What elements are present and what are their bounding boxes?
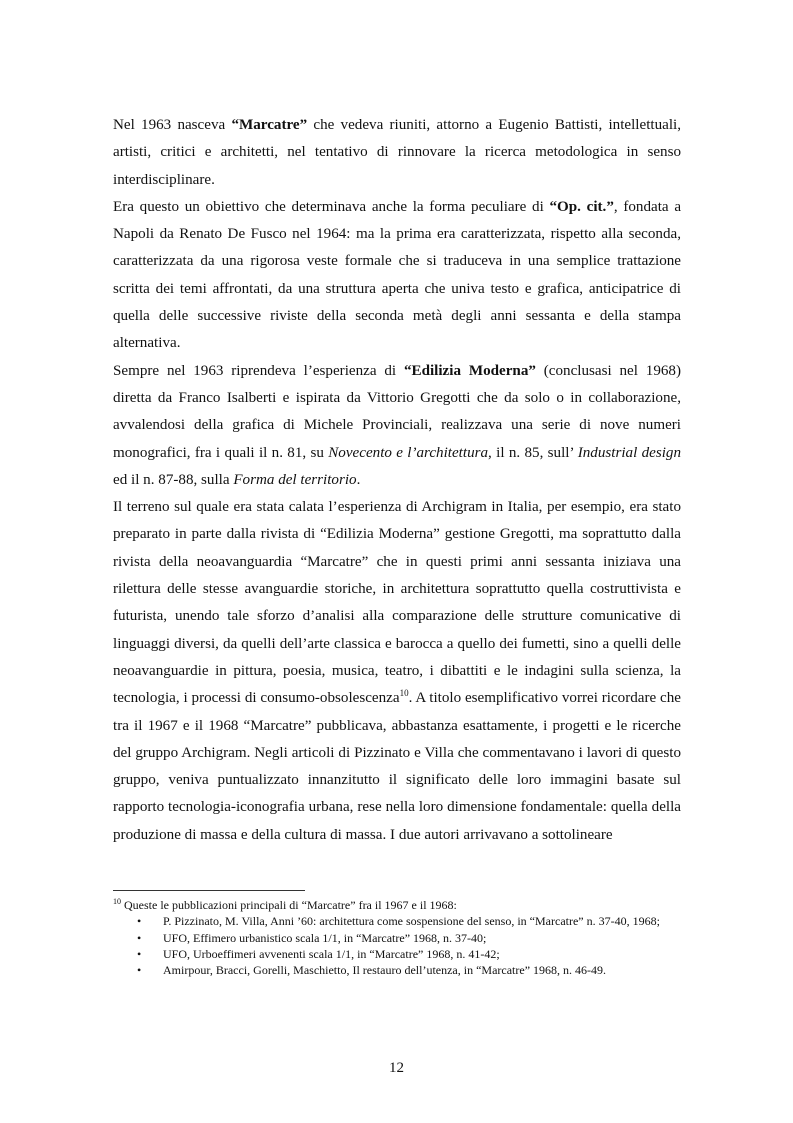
text-run: UFO,: [163, 930, 194, 945]
text-run: che vedeva riuniti, attorno a Eugenio Battisti, intellettuali, artisti, critici e architetti, nel tentativo di rinnovare la ricerca metodologica in senso interdisciplinare.: [113, 117, 681, 188]
footnote-reference: 10: [399, 688, 409, 699]
text-run: , il n. 85, sull’: [488, 444, 578, 461]
italic-title: Novecento e l’architettura: [328, 444, 489, 461]
footnote-intro-text: Queste le pubblicazioni principali di “Marcatre” fra il 1967 e il 1968:: [124, 898, 457, 912]
italic-title: Anni ’60: architettura come sospensione del senso,: [270, 914, 515, 929]
footnote-number: 10: [113, 897, 121, 906]
footnote-intro: [113, 897, 683, 913]
paragraph-edilizia-moderna: [113, 358, 681, 494]
text-run: in “Marcatre” 1968, n. 41-42;: [354, 946, 500, 961]
footnote-list: [113, 913, 683, 978]
bullet-icon: •: [137, 914, 142, 929]
text-run: . A titolo esemplificativo vorrei ricordare che tra il 1967 e il 1968 “Marcatre” pubblicava, abbastanza esattamente, i progetti e le ricerche del gruppo Archigram. Negli articoli di Pizzinato e Villa che commentavano i lavori di questo gruppo, veniva puntualizzato innanzitutto il significato delle loro immagini basate sul rapporto tecnologia-iconografia urbana, rese nella loro dimensione fondamentale: quella della produzione di massa e della cultura di massa. I due autori arrivavano a sottolineare: [113, 690, 681, 843]
text-run: ed il n. 87-88, sulla: [113, 471, 234, 488]
text-run: , in “Marcatre” 1968, n. 37-40;: [337, 930, 487, 945]
text-run: P. Pizzinato, M. Villa,: [163, 914, 271, 929]
footnote-item: [113, 913, 683, 929]
text-run: , in “Marcatre” 1968, n. 46-49.: [457, 963, 607, 978]
bold-title: “Op. cit.”: [549, 198, 614, 215]
bullet-icon: •: [137, 946, 142, 961]
paragraph-marcatre: [113, 112, 681, 194]
text-run: Sempre nel 1963 riprendeva l’esperienza di: [113, 362, 404, 379]
footnote-item: [113, 962, 683, 978]
footnote-item: [113, 946, 683, 962]
bold-title: “Marcatre”: [231, 117, 308, 133]
text-run: , fondata a Napoli da Renato De Fusco nel 1964: ma la prima era caratterizzata, rispetto alla seconda, caratterizzata da una rigorosa veste formale che si traduceva in una semplice trattazione scritta dei temi affrontati, da una struttura aperta che univa testo e grafica, anticipatrice di quella delle successive riviste della seconda metà degli anni sessanta e della stampa alternativa.: [113, 198, 682, 352]
text-run: Nel 1963 nasceva: [113, 117, 232, 133]
bullet-icon: •: [137, 963, 142, 978]
italic-title: Urboeffimeri avvenenti scala 1/1,: [193, 946, 355, 961]
page-number: 12: [389, 1060, 404, 1076]
paragraph-archigram: [113, 494, 681, 849]
bold-title: “Edilizia Moderna”: [403, 362, 536, 379]
text-run: (conclusasi nel 1968) diretta da Franco Isalberti e ispirata da Vittorio Gregotti che da solo o in collaborazione, avvalendosi della grafica di Michele Provinciali, realizzava una serie di nove numeri monografici, fra i quali il n. 81, su: [113, 362, 681, 461]
text-run: UFO,: [163, 946, 194, 961]
footnote-separator: [113, 890, 305, 891]
footnotes: [113, 897, 683, 978]
paragraph-op-cit: [113, 194, 681, 358]
footnote-item: [113, 930, 683, 946]
italic-title: Il restauro dell’utenza: [352, 963, 458, 978]
text-run: Amirpour, Bracci, Gorelli, Maschietto,: [163, 963, 353, 978]
body-text: [113, 112, 681, 849]
text-run: in “Marcatre” n. 37-40, 1968;: [514, 914, 660, 929]
bullet-icon: •: [137, 930, 142, 945]
text-run: Era questo un obiettivo che determinava anche la forma peculiare di: [113, 198, 550, 215]
text-run: .: [356, 471, 361, 488]
text-run: Il terreno sul quale era stata calata l’esperienza di Archigram in Italia, per esempio, era stato preparato in parte dalla rivista di “Edilizia Moderna” gestione Gregotti, ma soprattutto dalla rivista della neoavanguardia “Marcatre” che in questi primi anni sessanta iniziava una rilettura delle stesse avanguardie storiche, in architettura soprattutto quella costruttivista e futurista, unendo tale sforzo d’analisi alla comparazione delle strutture comunicative di linguaggi diversi, da quelli dell’arte classica e barocca a quello dei fumetti, sino a quelli delle neoavanguardie in pittura, poesia, musica, teatro, i dibattiti e le indagini sulla scienza, la tecnologia, i processi di consumo-obsolescenza: [113, 499, 681, 707]
italic-title: Effimero urbanistico scala 1/1: [193, 930, 338, 945]
italic-title: Industrial design: [577, 444, 681, 461]
italic-title: Forma del territorio: [233, 471, 357, 488]
